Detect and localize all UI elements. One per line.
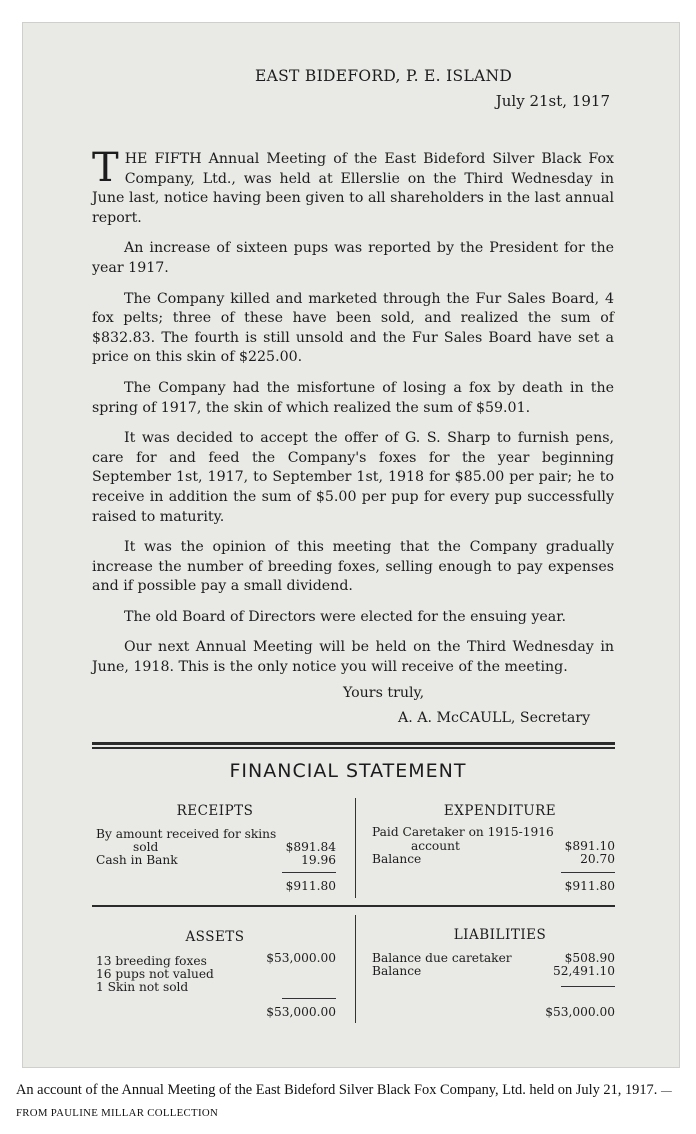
liabilities-total: $53,000.00: [545, 1005, 615, 1019]
signature: A. A. McCAULL, Secretary: [398, 710, 591, 726]
receipts-heading: RECEIPTS: [176, 803, 254, 819]
expenditure-amount-1: $891.10: [564, 839, 615, 853]
caption-text: An account of the Annual Meeting of the East Bideford Silver Black Fox Company, Ltd. held on July 21, 1917.: [16, 1082, 658, 1098]
paragraph-4: The Company had the misfortune of losing a fox by death in the spring of 1917, the skin of which realized the sum of $59.01.: [92, 379, 614, 416]
financial-statement-title: FINANCIAL STATEMENT: [229, 760, 467, 782]
paragraph-2: An increase of sixteen pups was reported by the President for the year 1917.: [92, 240, 614, 276]
receipts-line-2: Cash in Bank: [96, 853, 178, 867]
assets-heading: ASSETS: [185, 929, 245, 945]
liabilities-line-2: Balance: [372, 964, 422, 978]
paragraph-6: It was the opinion of this meeting that the Company gradually increase the number of breeding foxes, selling enough to pay expenses and if possible pay a small dividend.: [92, 539, 614, 595]
receipts-sum-rule: [282, 872, 336, 873]
assets-sum-rule: [282, 998, 336, 999]
paragraph-5: It was decided to accept the offer of G. S. Sharp to furnish pens, care for and feed the Company's foxes for the year beginning September 1st, 1917, to September 1st, 1918 for $85.00 per pair; he to receive in addition the sum of $5.00 per pup for every pup successfully raised to maturity.: [92, 430, 614, 525]
closing: Yours truly,: [343, 685, 425, 701]
expenditure-total: $911.80: [564, 879, 615, 893]
expenditure-amount-2: 20.70: [580, 852, 615, 866]
paragraph-8: Our next Annual Meeting will be held on the Third Wednesday in June, 1918. This is the only notice you will receive of the meeting.: [92, 639, 614, 676]
letter-body: [92, 145, 614, 689]
divider-top: [92, 742, 615, 745]
expenditure-line-2: Balance: [372, 852, 422, 866]
expenditure-heading: EXPENDITURE: [443, 803, 557, 819]
receipts-line-1: By amount received for skins: [96, 827, 277, 841]
assets-total: $53,000.00: [266, 1005, 336, 1019]
assets-line-2: 16 pups not valued: [96, 967, 214, 981]
receipts-line-1b: sold: [133, 840, 159, 854]
liabilities-heading: LIABILITIES: [453, 927, 547, 943]
caption-credit: —FROM PAULINE MILLAR COLLECTION: [16, 1085, 673, 1119]
divider-top-second: [92, 747, 615, 749]
assets-line-1: 13 breeding foxes: [96, 954, 207, 968]
paragraph-3: The Company killed and marketed through the Fur Sales Board, 4 fox pelts; three of these have been sold, and realized the sum of $832.83. The fourth is still unsold and the Fur Sales Board have set a price on this skin of $225.00.: [92, 290, 614, 366]
letter-date: July 21st, 1917: [495, 92, 610, 110]
expenditure-line-1b: account: [411, 839, 460, 853]
liabilities-amount-1: $508.90: [564, 951, 615, 965]
assets-amount-1: $53,000.00: [266, 951, 336, 965]
receipts-amount-1: $891.84: [285, 840, 336, 854]
liabilities-sum-rule: [561, 986, 615, 987]
photo-caption: [16, 1080, 686, 1124]
paragraph-1: THE FIFTH Annual Meeting of the East Bideford Silver Black Fox Company, Ltd., was held at Ellerslie on the Third Wednesday in June last, notice having been given to all shareholders in the last annual report.: [92, 145, 614, 226]
liabilities-amount-2: 52,491.10: [552, 964, 615, 978]
receipts-total: $911.80: [285, 879, 336, 893]
liabilities-line-1: Balance due caretaker: [372, 951, 512, 965]
expenditure-line-1: Paid Caretaker on 1915-1916: [372, 825, 554, 839]
divider-middle: [92, 905, 615, 907]
letter-place: EAST BIDEFORD, P. E. ISLAND: [255, 67, 513, 85]
assets-line-3: 1 Skin not sold: [96, 980, 189, 994]
receipts-amount-2: 19.96: [301, 853, 336, 867]
drop-cap: T: [92, 145, 119, 191]
paragraph-7: The old Board of Directors were elected for the ensuing year.: [124, 608, 566, 625]
column-divider-lower: [355, 915, 356, 1023]
column-divider-upper: [355, 798, 356, 898]
expenditure-sum-rule: [561, 872, 615, 873]
